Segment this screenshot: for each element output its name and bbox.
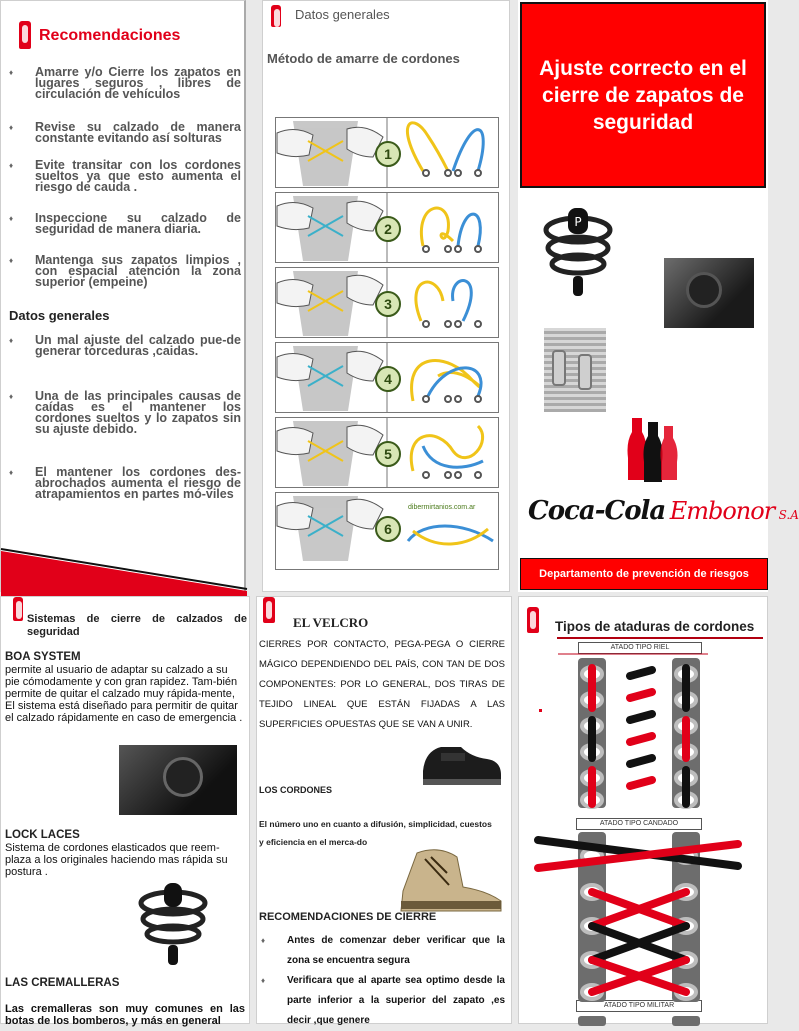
velcro-title: EL VELCRO	[293, 615, 369, 630]
cremalleras-title: LAS CREMALLERAS	[5, 977, 120, 989]
cover-title: Ajuste correcto en el cierre de zapatos de seguridad	[539, 56, 747, 134]
metodo-panel	[262, 0, 510, 592]
recomendaciones-list	[7, 67, 241, 288]
coca-cola-bottles-icon	[618, 412, 688, 486]
cover-title-box	[520, 2, 766, 188]
metodo-subtitle: Método de amarre de cordones	[267, 51, 460, 66]
list-item: ♦ El mantener los cordones des-abrochados aumenta el riesgo de atrapamientos en partes mó-viles	[7, 467, 241, 500]
cordones-title: LOS CORDONES	[259, 785, 333, 795]
list-item: ♦ Inspeccione su calzado de seguridad de manera diaria.	[7, 213, 241, 235]
zipper-pull-icon	[552, 350, 566, 386]
rec-cierre-list	[259, 931, 505, 1031]
list-item: ♦ Antes de comenzar deber verificar que la zona se encuentra segura	[259, 931, 505, 971]
lock-laces-title: LOCK LACES	[5, 829, 80, 841]
laced-boot-image	[397, 845, 507, 913]
boa-dial-icon	[686, 272, 722, 308]
list-item: ♦ Mantenga sus zapatos limpios , con espacial atención la zona superior (empeine)	[7, 255, 241, 288]
brand-logo	[528, 496, 799, 526]
brand-embonor: Embonor	[669, 497, 775, 525]
step-number-badge: 3	[375, 291, 401, 317]
sistemas-title: Sistemas de cierre de calzados de seguridad	[27, 613, 247, 638]
step-number-badge: 6	[375, 516, 401, 542]
recomendaciones-panel	[0, 0, 246, 592]
atado-candado-label: ATADO TIPO CANDADO	[576, 818, 702, 830]
step-number-badge: 1	[375, 141, 401, 167]
illustration-credit: dibermirtanios.com.ar	[408, 504, 476, 511]
list-item: ♦ Una de las principales causas de caídas es el mantener los cordones sueltos y lo zapatos sin su ajuste debido.	[7, 391, 241, 435]
brand-coca-cola: Coca-Cola	[528, 496, 666, 526]
lock-laces-image	[133, 877, 213, 973]
atado-militar-label: ATADO TIPO MILITAR	[576, 1000, 702, 1012]
department-box	[520, 558, 768, 590]
lock-laces-image	[538, 200, 618, 310]
boa-dial-icon	[163, 757, 203, 797]
boa-title: BOA SYSTEM	[5, 651, 81, 663]
list-item: ♦ Un mal ajuste del calzado pue-de generar torceduras ,caidas.	[7, 335, 241, 357]
tipos-title: Tipos de ataduras de cordones	[555, 619, 755, 634]
rec-cierre-title: RECOMENDACIONES DE CIERRE	[259, 911, 437, 923]
coca-cola-bottle-icon	[263, 597, 275, 623]
boa-dial-image	[119, 745, 237, 815]
step-number-badge: 4	[375, 366, 401, 392]
list-item: ♦ Revise su calzado de manera constante evitando así solturas	[7, 122, 241, 144]
datos-generales-header: Datos generales	[295, 7, 390, 22]
svg-text:P: P	[574, 215, 582, 229]
coca-cola-bottle-icon	[19, 21, 31, 49]
atado-riel-label: ATADO TIPO RIEL	[578, 642, 702, 654]
cover-panel	[518, 0, 799, 592]
zipper-image	[544, 328, 606, 412]
recomendaciones-title: Recomendaciones	[39, 27, 181, 44]
datos-generales-list	[7, 335, 241, 500]
cordones-text: El número uno en cuanto a difusión, simplicidad, cuestos y eficiencia en el merca-do	[259, 819, 492, 847]
zipper-pull-icon	[578, 354, 592, 390]
step-number-badge: 5	[375, 441, 401, 467]
list-item: ♦ Evite transitar con los cordones sueltos ya que esto aumenta el riesgo de cauda .	[7, 160, 241, 193]
boa-dial-image	[664, 258, 754, 328]
department-label: Departamento de prevención de riesgos	[539, 568, 749, 580]
brand-sa: S.A	[778, 508, 799, 522]
datos-generales-title: Datos generales	[9, 308, 110, 323]
boa-text: permite al usuario de adaptar su calzado a su pie cómodamente y con gran rapidez. Tam-bién permite de quitar el calzado muy rápida-mente, El sistema está diseñado para permitir de quitar el calzado rápidamente en caso de emergencia .	[5, 664, 243, 724]
coca-cola-bottle-icon	[13, 597, 23, 621]
lock-laces-text: Sistema de cordones elasticados que reem-plaza a los originales haciendo mas rápida su postura .	[5, 842, 228, 878]
velcro-panel	[256, 596, 512, 1024]
red-corner-decoration	[1, 549, 247, 599]
velcro-text: CIERRES POR CONTACTO, PEGA-PEGA O CIERRE MÁGICO DEPENDIENDO DEL PAÍS, CON TAN DE DOS COMPONENTES: POR LO GENERAL, DOS TIRAS DE TEJIDO LINEAL QUE ESTÁN FIJADAS A LAS SUPERFICIES OPUESTAS QUE SE VAN A UNIR.	[259, 639, 505, 730]
lacing-types-drawing	[518, 596, 768, 1024]
list-item: ♦ Amarre y/o Cierre los zapatos en lugares seguros , libres de circulación de vehículos	[7, 67, 241, 100]
cremalleras-text: Las cremalleras son muy comunes en las botas de los bomberos, y más en general	[5, 1003, 245, 1027]
velcro-shoe-image	[419, 741, 505, 789]
sistemas-panel	[0, 596, 250, 1027]
step-number-badge: 2	[375, 216, 401, 242]
list-item: ♦ Verificara que al aparte sea optimo desde la parte inferior a la superior del zapato ,es decir ,que genere	[259, 971, 505, 1031]
